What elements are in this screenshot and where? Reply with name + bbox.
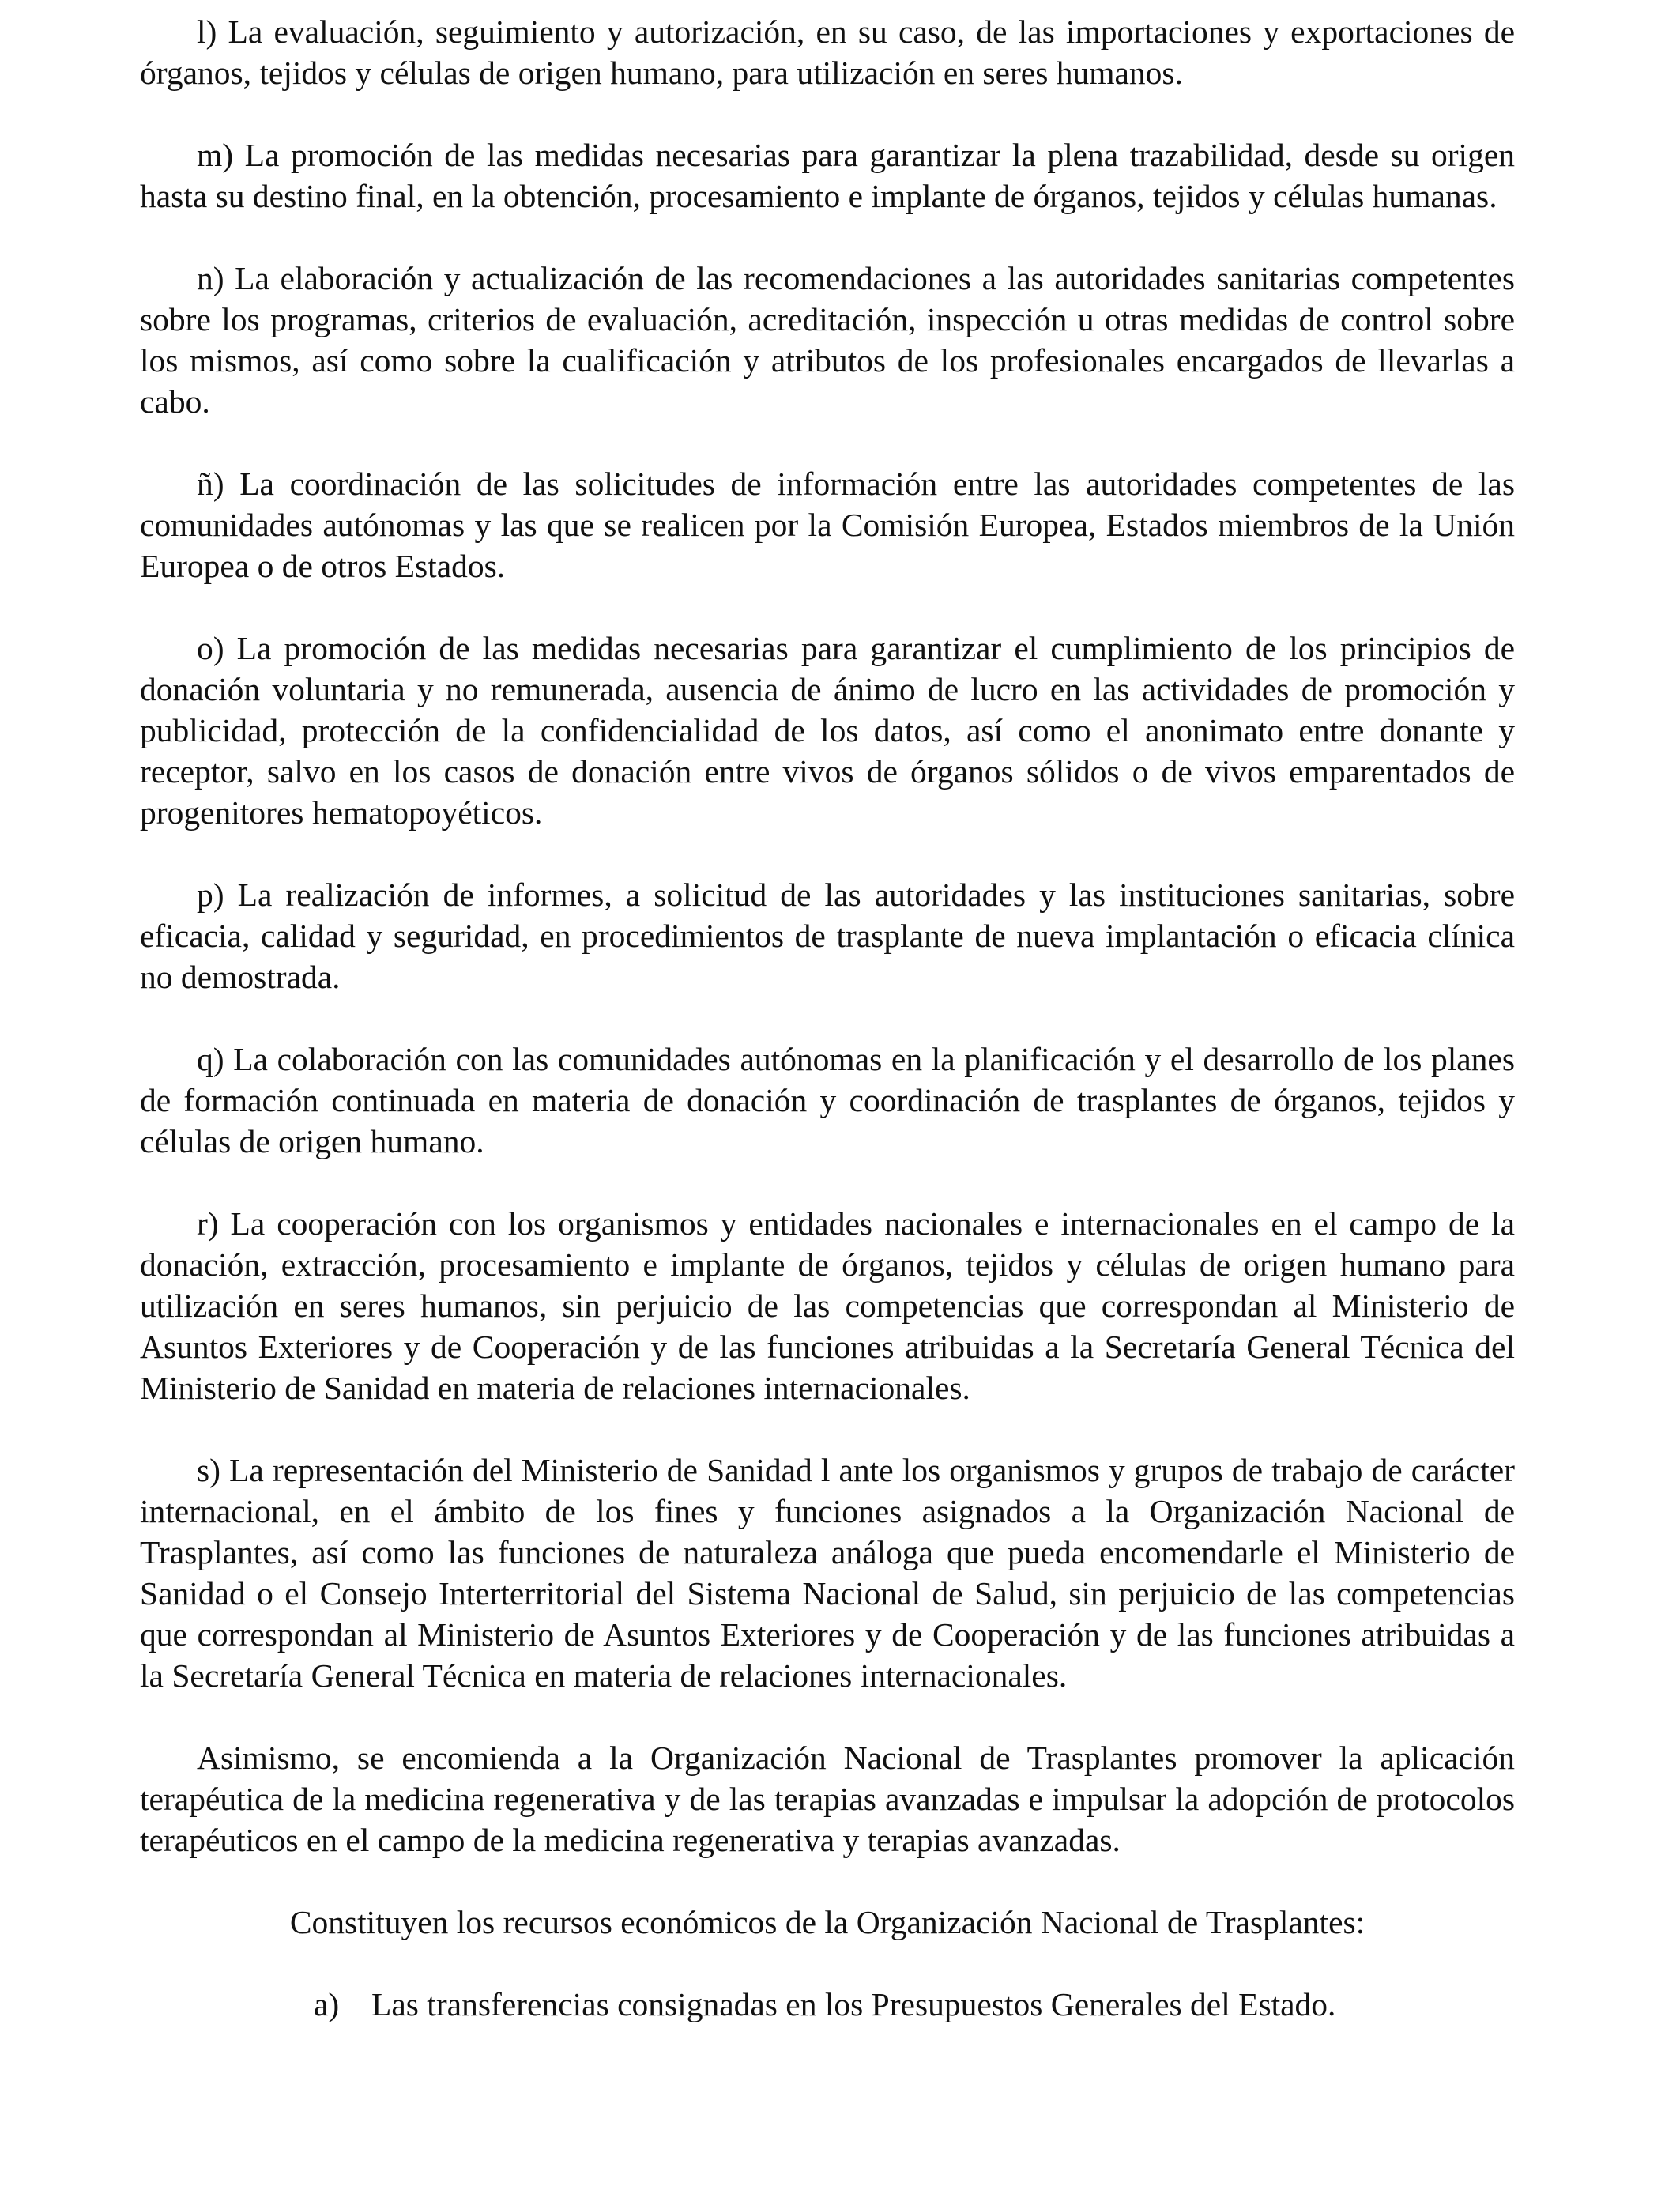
paragraph-item-r: r) La cooperación con los organismos y entidades nacionales e internacionales en el campo de la donación, extracción, procesamiento e implante de órganos, tejidos y células de origen humano para utilización en seres humanos, sin perjuicio de las competencias que correspondan al Ministerio de Asuntos Exteriores y de Cooperación y de las funciones atribuidas a la Secretaría General Técnica del Ministerio de Sanidad en materia de relaciones internacionales.	[140, 1205, 1515, 1406]
paragraph-item-o: o) La promoción de las medidas necesarias para garantizar el cumplimiento de los principios de donación voluntaria y no remunerada, ausencia de ánimo de lucro en las actividades de promoción y publicidad, protección de la confidencialidad de los datos, así como el anonimato entre donante y receptor, salvo en los casos de donación entre vivos de órganos sólidos o de vivos emparentados de progenitores hematopoyéticos.	[140, 630, 1515, 831]
paragraph-item-p: p) La realización de informes, a solicitud de las autoridades y las instituciones sanitarias, sobre eficacia, calidad y seguridad, en procedimientos de trasplante de nueva implantación o eficacia clínica no demostrada.	[140, 876, 1515, 995]
paragraph-item-m: m) La promoción de las medidas necesarias para garantizar la plena trazabilidad, desde su origen hasta su destino final, en la obtención, procesamiento e implante de órganos, tejidos y células humanas.	[140, 137, 1515, 214]
paragraph-item-enye: ñ) La coordinación de las solicitudes de información entre las autoridades competentes de las comunidades autónomas y las que se realicen por la Comisión Europea, Estados miembros de la Unión Europea o de otros Estados.	[140, 466, 1515, 584]
document-page	[140, 11, 1515, 2025]
paragraph-asimismo: Asimismo, se encomienda a la Organización Nacional de Trasplantes promover la aplicación terapéutica de la medicina regenerativa y de las terapias avanzadas e impulsar la adopción de protocolos terapéuticos en el campo de la medicina regenerativa y terapias avanzadas.	[140, 1740, 1515, 1858]
list-item-marker: a)	[314, 1986, 340, 2022]
list-item	[140, 1984, 1515, 2025]
resources-heading: Constituyen los recursos económicos de la Organización Nacional de Trasplantes:	[289, 1904, 1365, 1940]
paragraph-item-s: s) La representación del Ministerio de Sanidad l ante los organismos y grupos de trabajo de carácter internacional, en el ámbito de los fines y funciones asignados a la Organización Nacional de Trasplantes, así como las funciones de naturaleza análoga que pueda encomendarle el Ministerio de Sanidad o el Consejo Interterritorial del Sistema Nacional de Salud, sin perjuicio de las competencias que correspondan al Ministerio de Asuntos Exteriores y de Cooperación y de las funciones atribuidas a la Secretaría General Técnica en materia de relaciones internacionales.	[140, 1452, 1515, 1694]
paragraph-item-n: n) La elaboración y actualización de las recomendaciones a las autoridades sanitarias competentes sobre los programas, criterios de evaluación, acreditación, inspección u otras medidas de control sobre los mismos, así como sobre la cualificación y atributos de los profesionales encargados de llevarlas a cabo.	[140, 260, 1515, 420]
paragraph-item-l: l) La evaluación, seguimiento y autorización, en su caso, de las importaciones y exportaciones de órganos, tejidos y células de origen humano, para utilización en seres humanos.	[140, 13, 1515, 91]
paragraph-item-q: q) La colaboración con las comunidades autónomas en la planificación y el desarrollo de los planes de formación continuada en materia de donación y coordinación de trasplantes de órganos, tejidos y células de origen humano.	[140, 1041, 1515, 1159]
resources-list	[140, 1984, 1515, 2025]
list-item-text: Las transferencias consignadas en los Presupuestos Generales del Estado.	[371, 1986, 1336, 2022]
